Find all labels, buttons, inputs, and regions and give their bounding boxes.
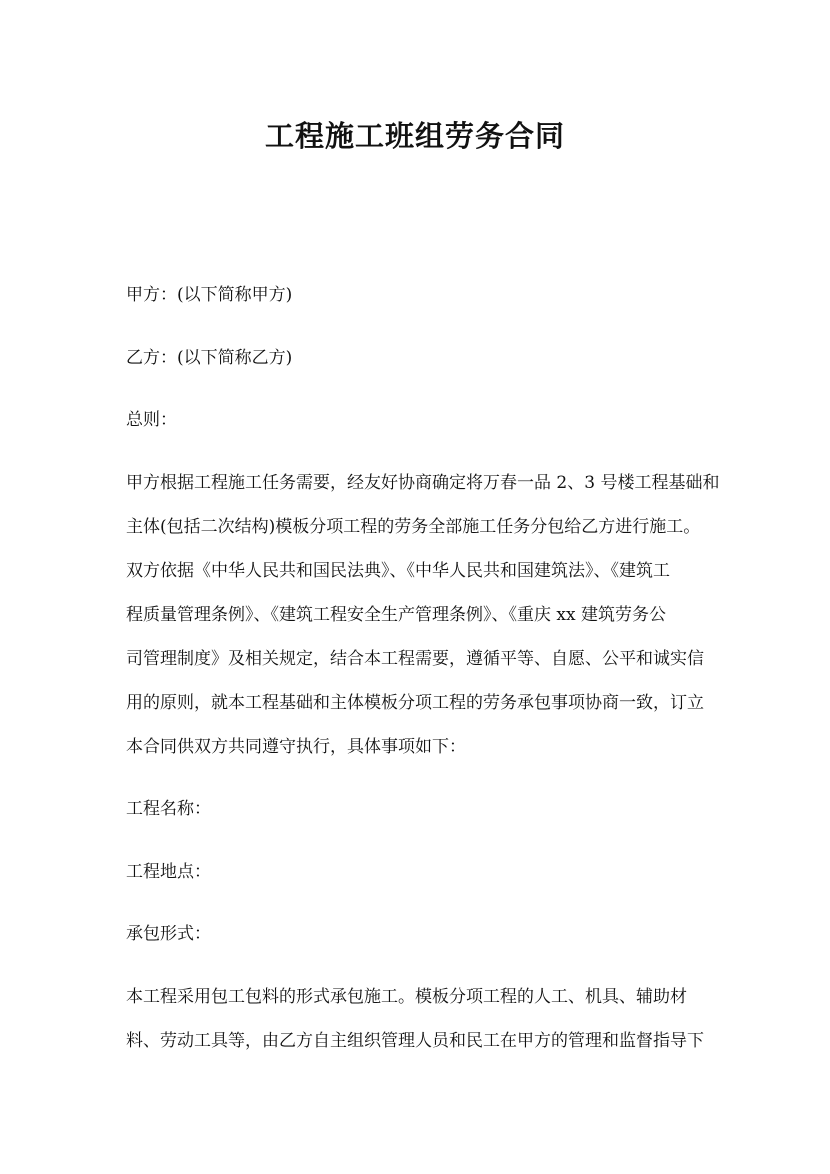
party-a-line: 甲方：(以下简称甲方)	[126, 285, 293, 305]
general-paragraph-line: 用的原则，就本工程基础和主体模板分项工程的劳务承包事项协商一致，订立	[126, 693, 704, 713]
general-paragraph-line: 本合同供双方共同遵守执行，具体事项如下：	[126, 737, 466, 757]
project-name-line: 工程名称：	[126, 799, 211, 819]
contract-paragraph-line: 料、劳动工具等，由乙方自主组织管理人员和民工在甲方的管理和监督指导下	[126, 1031, 704, 1051]
project-location-line: 工程地点：	[126, 862, 211, 882]
contract-form-line: 承包形式：	[126, 924, 211, 944]
general-paragraph-line: 司管理制度》及相关规定，结合本工程需要，遵循平等、自愿、公平和诚实信	[126, 649, 704, 669]
contract-paragraph-line: 本工程采用包工包料的形式承包施工。模板分项工程的人工、机具、辅助材	[126, 987, 687, 1007]
party-b-line: 乙方：(以下简称乙方)	[126, 348, 293, 368]
document-title: 工程施工班组劳务合同	[264, 119, 565, 153]
general-paragraph-line: 双方依据《中华人民共和国民法典》、《中华人民共和国建筑法》、《建筑工	[126, 561, 670, 581]
general-paragraph-line: 程质量管理条例》、《建筑工程安全生产管理条例》、《重庆 xx 建筑劳务公	[126, 605, 666, 625]
general-paragraph-line: 主体(包括二次结构)模板分项工程的劳务全部施工任务分包给乙方进行施工。	[126, 517, 701, 537]
general-paragraph-line: 甲方根据工程施工任务需要，经友好协商确定将万春一品 2、3 号楼工程基础和	[126, 473, 720, 493]
general-heading: 总则：	[126, 410, 177, 430]
